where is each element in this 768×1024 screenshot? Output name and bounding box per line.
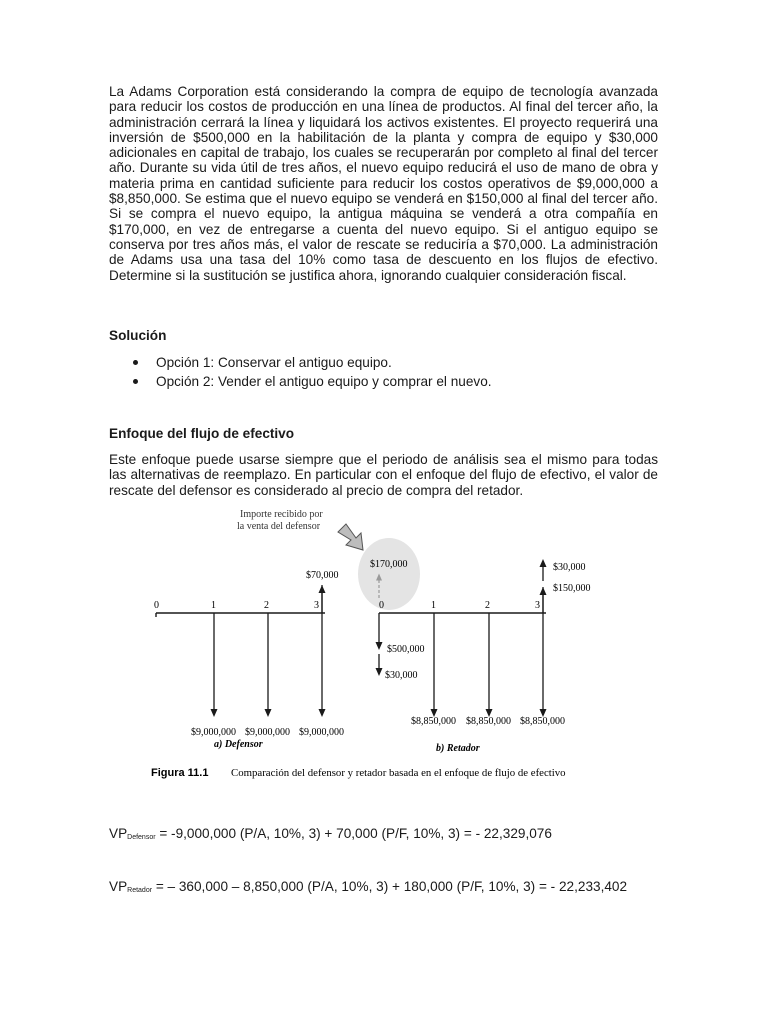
option-2-text: Opción 2: Vender el antiguo equipo y comprar el nuevo. (156, 374, 492, 389)
option-1-text: Opción 1: Conservar el antiguo equipo. (156, 355, 392, 370)
callout-line-1: Importe recibido por (240, 509, 323, 520)
pv-retador-prefix: VP (109, 879, 128, 894)
defender-outflow-label: $9,000,000 (245, 727, 290, 738)
challenger-inflow-label: $30,000 (553, 562, 586, 573)
defender-period-3: 3 (314, 600, 319, 611)
pv-retador-expression: = – 360,000 – 8,850,000 (P/A, 10%, 3) + 180,000 (P/F, 10%, 3) = - 22,233,402 (152, 879, 628, 894)
challenger-outflow-label: $8,850,000 (520, 716, 565, 727)
defender-caption: a) Defensor (214, 739, 263, 750)
solution-heading: Solución (109, 328, 167, 343)
challenger-outflow-label: $8,850,000 (466, 716, 511, 727)
challenger-period-2: 2 (485, 600, 490, 611)
pv-defensor-prefix: VP (109, 826, 128, 841)
pv-retador-subscript: Retador (127, 887, 153, 894)
pv-defensor-equation (109, 826, 552, 841)
highlight-circle (358, 538, 420, 610)
problem-paragraph: La Adams Corporation está considerando la compra de equipo de tecnología avanzada para reducir los costos de producción en una línea de productos. Al final del tercer año, la administración cerrará la línea y liquidará los activos existentes. El proyecto requerirá una inversión de $500,000 en la habilitación de la planta y compra de equipo y $30,000 adicionales en capital de trabajo, los cuales se recuperarán por completo al final del tercer año. Durante su vida útil de tres años, el nuevo equipo reducirá el uso de mano de obra y materia prima en cantidad suficiente para reducir los costos operativos de $9,000,000 a $8,850,000. Se estima que el nuevo equipo se venderá en $150,000 al final del tercer año. Si se compra el nuevo equipo, la antigua máquina se venderá a otra compañía en $170,000, en vez de entregarse a cuenta del nuevo equipo. Si el antiguo equipo se conserva por tres años más, el valor de rescate se reduciría a $70,000. La administración de Adams usa una tasa del 10% como tasa de descuento en los flujos de efectivo. Determine si la sustitución se justifica ahora, ignorando cualquier consideración fiscal. (109, 84, 658, 283)
approach-paragraph: Este enfoque puede usarse siempre que el periodo de análisis sea el mismo para todas las alternativas de reemplazo. En particular con el enfoque del flujo de efectivo, el valor de rescate del defensor es considerado al precio de compra del retador. (109, 452, 658, 498)
callout-line-2: la venta del defensor (237, 521, 321, 532)
challenger-period-1: 1 (431, 600, 436, 611)
approach-heading: Enfoque del flujo de efectivo (109, 426, 295, 441)
challenger-investment-label: $500,000 (387, 644, 425, 655)
defender-outflow-label: $9,000,000 (191, 727, 236, 738)
pv-retador-equation (109, 879, 627, 894)
defender-outflow-label: $9,000,000 (299, 727, 344, 738)
pv-defensor-subscript: Defensor (127, 834, 156, 841)
figure-label: Figura 11.1 (151, 767, 209, 779)
defender-inflow-label: $70,000 (306, 570, 339, 581)
defender-diagram (154, 570, 344, 750)
callout (237, 509, 363, 550)
challenger-period-3: 3 (535, 600, 540, 611)
defender-period-2: 2 (264, 600, 269, 611)
defender-period-0: 0 (154, 600, 159, 611)
challenger-period-0: 0 (379, 600, 384, 611)
challenger-working-capital-label: $30,000 (385, 670, 418, 681)
challenger-caption: b) Retador (436, 743, 480, 754)
challenger-outflow-label: $8,850,000 (411, 716, 456, 727)
challenger-inflow-label: $150,000 (553, 583, 591, 594)
pv-defensor-expression: = -9,000,000 (P/A, 10%, 3) + 70,000 (P/F, 10%, 3) = - 22,329,076 (155, 826, 552, 841)
challenger-salvage-label: $170,000 (370, 559, 408, 570)
defender-period-1: 1 (211, 600, 216, 611)
callout-arrow-icon (338, 524, 363, 550)
figure-caption: Comparación del defensor y retador basada en el enfoque de flujo de efectivo (231, 767, 566, 779)
